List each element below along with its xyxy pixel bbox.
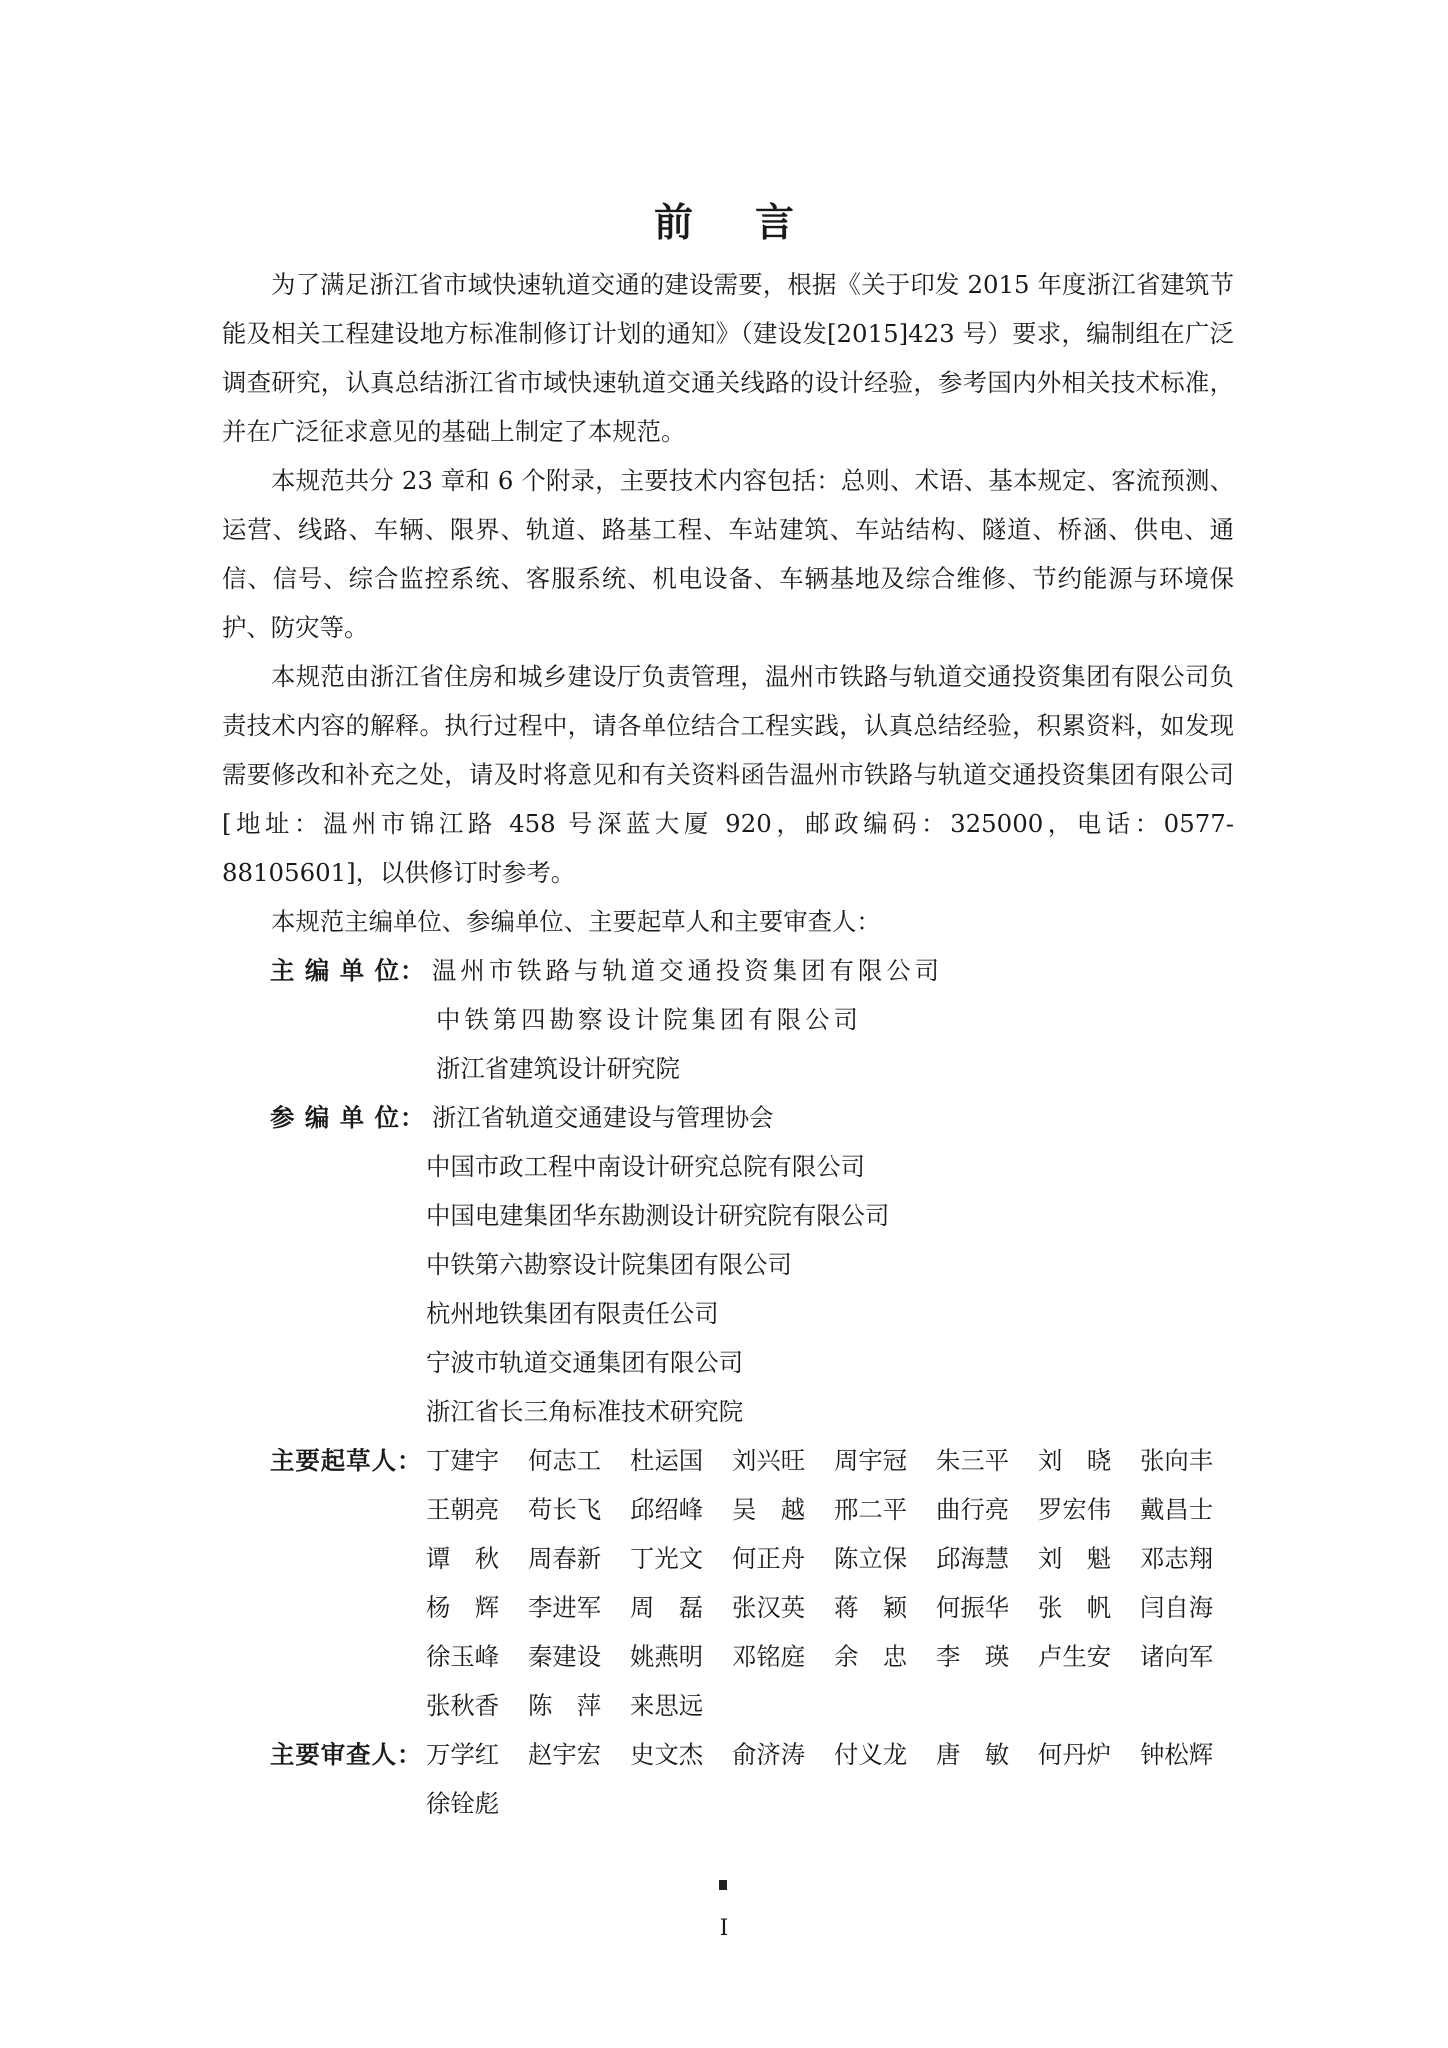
drafter-name: 朱三平: [936, 1446, 1010, 1475]
drafter-name: 戴昌士: [1140, 1495, 1214, 1524]
chief-editor-unit: 浙江省建筑设计研究院: [436, 1054, 680, 1083]
co-editor-unit: 杭州地铁集团有限责任公司: [426, 1299, 719, 1328]
reviewer-name: 赵宇宏: [528, 1740, 602, 1769]
drafter-name: 李进军: [528, 1593, 602, 1622]
reviewers-label: 主要审查人：: [270, 1740, 423, 1769]
reviewer-name: 付义龙: [834, 1740, 908, 1769]
drafter-name: 邢二平: [834, 1495, 908, 1524]
drafters-row: [426, 1485, 1246, 1534]
drafter-name: 邱海慧: [936, 1544, 1010, 1573]
drafter-name: 姚燕明: [630, 1642, 704, 1671]
units-intro-paragraph: 本规范主编单位、参编单位、主要起草人和主要审查人：: [271, 907, 881, 936]
management-paragraph: 本规范由浙江省住房和城乡建设厅负责管理，温州市铁路与轨道交通投资集团有限公司负责技术内容的解释。执行过程中，请各单位结合工程实践，认真总结经验，积累资料，如发现需要修改和补充之处，请及时将意见和有关资料函告温州市铁路与轨道交通投资集团有限公司[地址：温州市锦江路 458 号深蓝大厦 920，邮政编码：325000，电话：0577-88105601]，以供修订时参考。: [222, 662, 1234, 887]
reviewers-list: [426, 1730, 1246, 1828]
page-number: I: [719, 1916, 729, 1941]
drafter-name: 来思远: [630, 1691, 704, 1720]
drafter-name: 刘 晓: [1038, 1446, 1112, 1475]
drafter-name: 刘 魁: [1038, 1544, 1112, 1573]
drafter-name: 诸向军: [1140, 1642, 1214, 1671]
drafter-name: 苟长飞: [528, 1495, 602, 1524]
drafter-name: 吴 越: [732, 1495, 806, 1524]
reviewer-name: 何丹炉: [1038, 1740, 1112, 1769]
drafter-name: 谭 秋: [426, 1544, 500, 1573]
drafter-name: 何志工: [528, 1446, 602, 1475]
reviewers-row: [426, 1779, 1246, 1828]
co-editor-label: 参 编 单 位：: [270, 1103, 426, 1132]
drafter-name: 徐玉峰: [426, 1642, 500, 1671]
drafter-name: 刘兴旺: [732, 1446, 806, 1475]
drafters-row: [426, 1583, 1246, 1632]
drafter-name: 余 忠: [834, 1642, 908, 1671]
co-editor-unit: 中铁第六勘察设计院集团有限公司: [426, 1250, 792, 1279]
drafter-name: 张汉英: [732, 1593, 806, 1622]
drafter-name: 张秋香: [426, 1691, 500, 1720]
drafter-name: 丁建宇: [426, 1446, 500, 1475]
drafters-row: [426, 1632, 1246, 1681]
drafter-name: 卢生安: [1038, 1642, 1112, 1671]
drafter-name: 何振华: [936, 1593, 1010, 1622]
drafter-name: 陈立保: [834, 1544, 908, 1573]
page-title: 前言: [653, 200, 856, 246]
co-editor-unit: 浙江省轨道交通建设与管理协会: [432, 1103, 774, 1132]
drafter-name: 杜运国: [630, 1446, 704, 1475]
drafter-name: 张向丰: [1140, 1446, 1214, 1475]
drafter-name: 秦建设: [528, 1642, 602, 1671]
drafter-name: 周宇冠: [834, 1446, 908, 1475]
reviewers-row: [426, 1730, 1246, 1779]
drafter-name: 曲行亮: [936, 1495, 1010, 1524]
chief-editor-unit: 温州市铁路与轨道交通投资集团有限公司: [432, 956, 944, 985]
content-paragraph: 本规范共分 23 章和 6 个附录，主要技术内容包括：总则、术语、基本规定、客流预测、运营、线路、车辆、限界、轨道、路基工程、车站建筑、车站结构、隧道、桥涵、供电、通信、信号、综合监控系统、客服系统、机电设备、车辆基地及综合维修、节约能源与环境保护、防灾等。: [222, 466, 1234, 642]
co-editor-unit: 宁波市轨道交通集团有限公司: [426, 1348, 744, 1377]
reviewer-name: 唐 敏: [936, 1740, 1010, 1769]
drafter-name: 蒋 颖: [834, 1593, 908, 1622]
reviewer-name: 徐铨彪: [426, 1789, 500, 1818]
drafters-row: [426, 1534, 1246, 1583]
chief-editor-unit: 中铁第四勘察设计院集团有限公司: [436, 1005, 862, 1034]
drafters-label: 主要起草人：: [270, 1446, 423, 1475]
drafters-row: [426, 1681, 1246, 1730]
drafter-name: 邓铭庭: [732, 1642, 806, 1671]
chief-editor-label: 主 编 单 位：: [270, 956, 426, 985]
drafter-name: 闫自海: [1140, 1593, 1214, 1622]
drafter-name: 杨 辉: [426, 1593, 500, 1622]
reviewer-name: 俞济涛: [732, 1740, 806, 1769]
drafter-name: 周春新: [528, 1544, 602, 1573]
drafters-list: [426, 1436, 1246, 1730]
drafter-name: 陈 萍: [528, 1691, 602, 1720]
intro-paragraph: 为了满足浙江省市域快速轨道交通的建设需要，根据《关于印发 2015 年度浙江省建筑节能及相关工程建设地方标准制修订计划的通知》（建设发[2015]423 号）要求，编制组在广泛调查研究，认真总结浙江省市域快速轨道交通关线路的设计经验，参考国内外相关技术标准，并在广泛征求意见的基础上制定了本规范。: [222, 270, 1234, 446]
reviewer-name: 万学红: [426, 1740, 500, 1769]
co-editor-unit: 中国市政工程中南设计研究总院有限公司: [426, 1152, 866, 1181]
drafter-name: 罗宏伟: [1038, 1495, 1112, 1524]
drafters-row: [426, 1436, 1246, 1485]
reviewer-name: 钟松辉: [1140, 1740, 1214, 1769]
drafter-name: 邱绍峰: [630, 1495, 704, 1524]
drafter-name: 邓志翔: [1140, 1544, 1214, 1573]
page-marker-icon: [719, 1880, 727, 1890]
reviewer-name: 史文杰: [630, 1740, 704, 1769]
co-editor-unit: 浙江省长三角标准技术研究院: [426, 1397, 744, 1426]
drafter-name: 张 帆: [1038, 1593, 1112, 1622]
co-editor-unit: 中国电建集团华东勘测设计研究院有限公司: [426, 1201, 890, 1230]
drafter-name: 周 磊: [630, 1593, 704, 1622]
drafter-name: 王朝亮: [426, 1495, 500, 1524]
drafter-name: 何正舟: [732, 1544, 806, 1573]
drafter-name: 李 瑛: [936, 1642, 1010, 1671]
drafter-name: 丁光文: [630, 1544, 704, 1573]
